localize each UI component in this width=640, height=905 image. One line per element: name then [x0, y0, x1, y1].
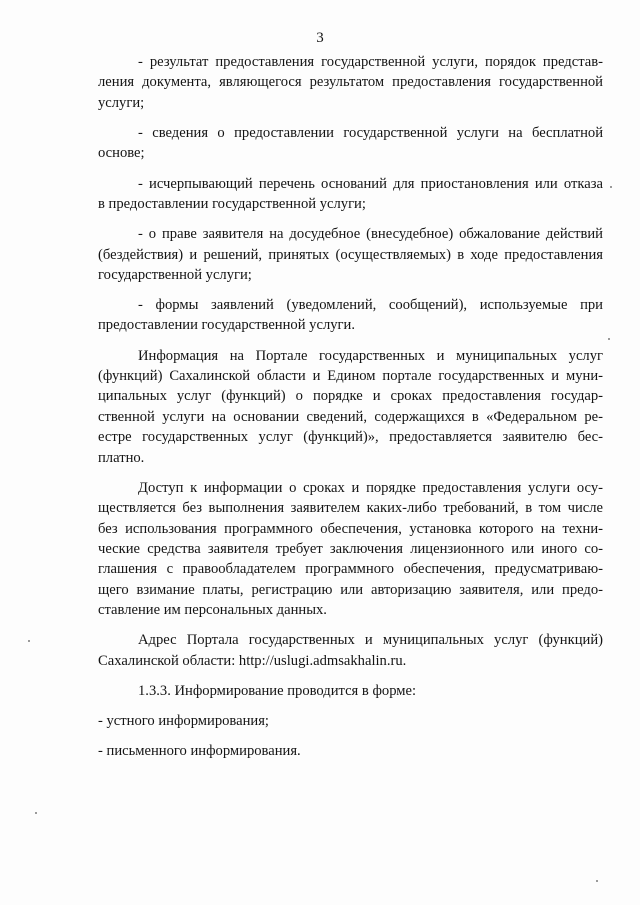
text-line: - устного информирования;	[98, 713, 269, 730]
paragraph	[98, 174, 603, 215]
text-line: платно.	[98, 449, 145, 466]
page-number: 3	[316, 30, 324, 46]
text-line: - результат предоставления государственной услуги, порядок представ-	[138, 54, 603, 70]
paragraph	[98, 295, 603, 336]
paragraph	[98, 741, 603, 761]
text-line: глашения с правообладателем программного обеспечения, предусматриваю-	[98, 561, 603, 578]
text-line: ществляется без выполнения заявителем каких-либо требований, в том числе	[98, 500, 603, 517]
text-line: Доступ к информации о сроках и порядке предоставления услуги осу-	[138, 479, 603, 496]
text-line: - исчерпывающий перечень оснований для приостановления или отказа	[138, 175, 603, 192]
text-line: Сахалинской области: http://uslugi.admsakhalin.ru.	[98, 652, 407, 669]
text-line: (бездействия) и решений, принятых (осуществляемых) в ходе предоставления	[98, 246, 603, 263]
text-line: услуги;	[98, 94, 145, 111]
text-line: без использования программного обеспечения, установка которого на техни-	[98, 520, 603, 537]
text-line: государственной услуги;	[98, 266, 252, 283]
text-line: ставление им персональных данных.	[98, 602, 327, 619]
scan-speck	[35, 812, 37, 814]
text-line: - формы заявлений (уведомлений, сообщений), используемые при	[138, 297, 603, 314]
text-line: - сведения о предоставлении государственной услуги на бесплатной	[138, 124, 603, 141]
paragraph	[98, 478, 603, 621]
text-line: предоставлении государственной услуги.	[98, 317, 355, 334]
paragraph	[98, 346, 603, 468]
text-line: - о праве заявителя на досудебное (внесудебное) обжалование действий	[138, 226, 603, 243]
text-line: в предоставлении государственной услуги;	[98, 195, 366, 212]
scan-speck	[596, 880, 598, 882]
text-line: ческие средства заявителя требует заключения лицензионного или иного со-	[98, 540, 603, 557]
scan-speck	[28, 640, 30, 642]
paragraph	[98, 123, 603, 164]
text-line: ления документа, являющегося результатом предоставления государственной	[98, 74, 603, 91]
text-line: (функций) Сахалинской области и Едином портале государственных и муни-	[98, 368, 603, 385]
paragraph	[98, 630, 603, 671]
scan-speck	[608, 338, 610, 340]
scan-speck	[610, 186, 612, 188]
text-line: ственной услуги на основании сведений, содержащихся в «Федеральном ре-	[98, 408, 603, 425]
paragraph	[98, 711, 603, 731]
text-line: - письменного информирования.	[98, 743, 301, 760]
text-line: ципальных услуг (функций) о порядке и сроках предоставления государ-	[98, 388, 603, 405]
text-line: Адрес Портала государственных и муниципальных услуг (функций)	[138, 632, 603, 649]
text-line: естре государственных услуг (функций)», предоставляется заявителю бес-	[98, 429, 603, 446]
text-line: щего взимание платы, регистрацию или авторизацию заявителя, или предо-	[98, 581, 603, 598]
paragraph	[98, 52, 603, 113]
text-line: 1.3.3. Информирование проводится в форме:	[138, 682, 417, 699]
text-line: основе;	[98, 145, 145, 162]
paragraph	[98, 681, 603, 701]
document-body	[98, 52, 603, 771]
text-line: Информация на Портале государственных и муниципальных услуг	[138, 347, 603, 364]
paragraph	[98, 224, 603, 285]
